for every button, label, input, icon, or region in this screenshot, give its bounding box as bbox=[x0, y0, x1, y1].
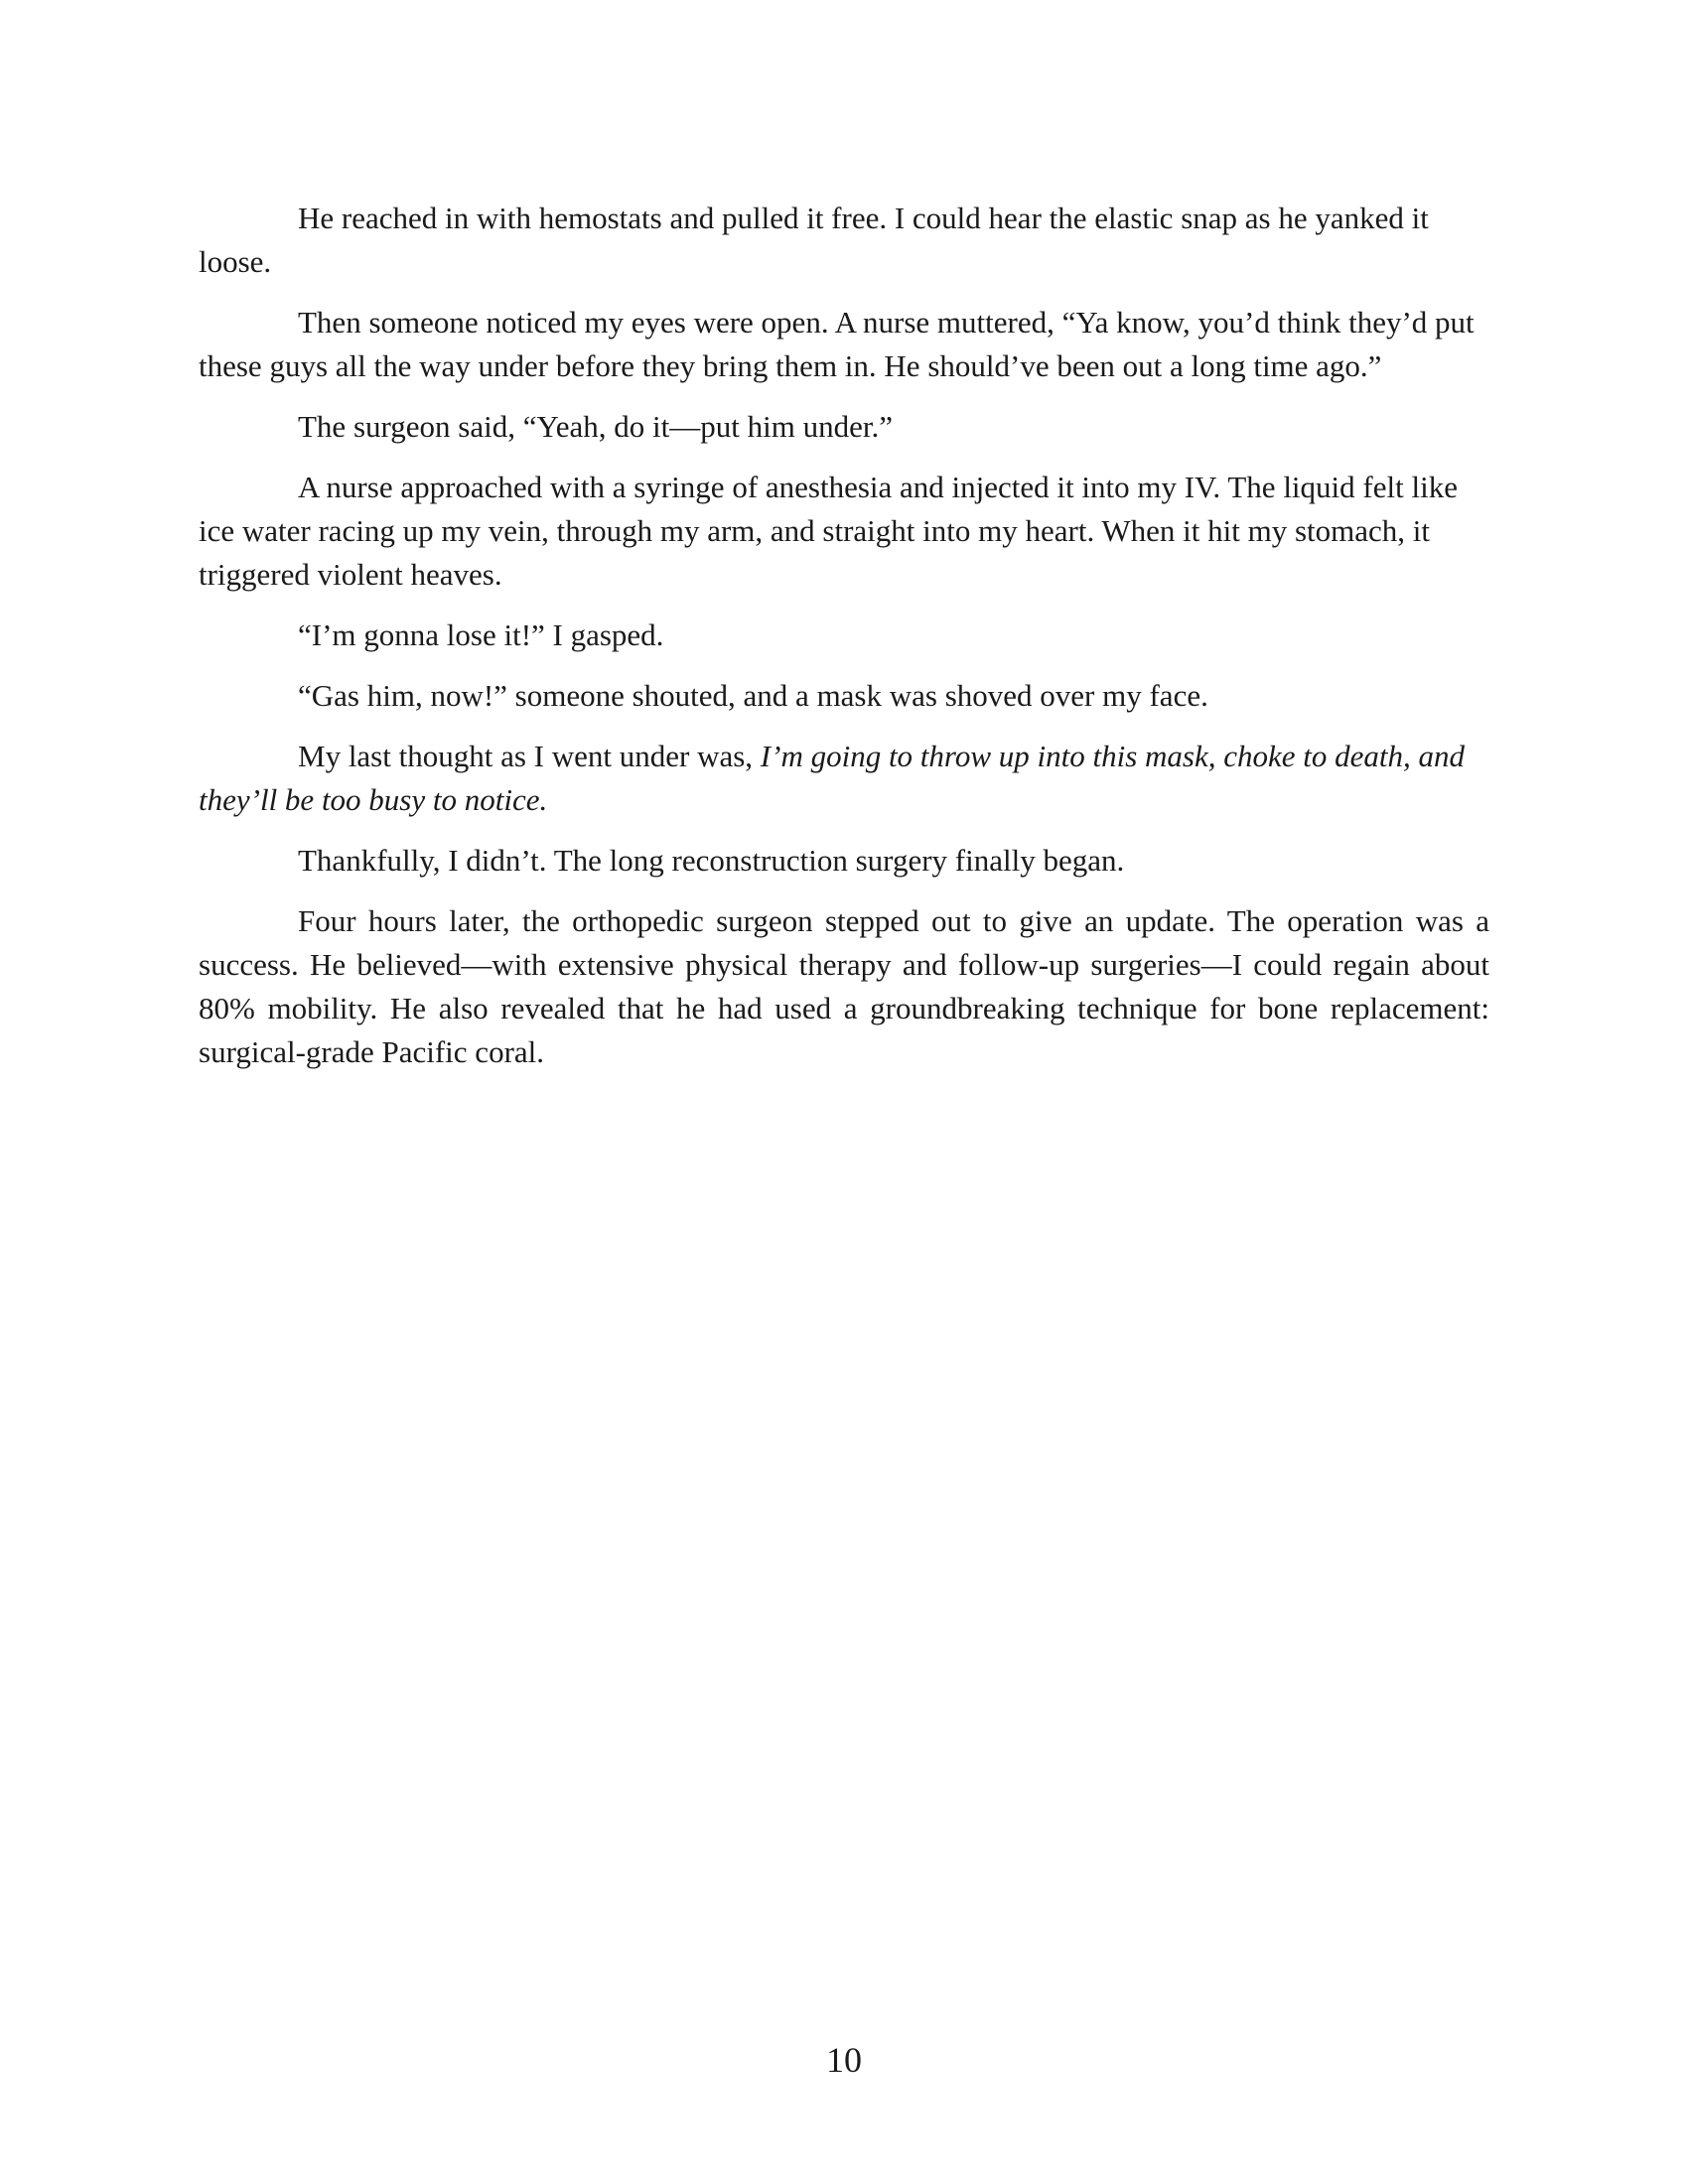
paragraph-anesthesia: A nurse approached with a syringe of anesthesia and injected it into my IV. The liquid felt like ice water racing up my vein, through my arm, and straight into my heart. When it hit my stomach, it triggered violent heaves. bbox=[199, 470, 1458, 592]
paragraph-thankfully: Thankfully, I didn’t. The long reconstruction surgery finally began. bbox=[298, 843, 1125, 878]
paragraph-hemostats: He reached in with hemostats and pulled it free. I could hear the elastic snap as he yanked it loose. bbox=[199, 201, 1429, 279]
paragraph-four-hours-later: Four hours later, the orthopedic surgeon stepped out to give an update. The operation was a success. He believed—with extensive physical therapy and follow-up surgeries—I could regain about 80% mobility. He also revealed that he had used a groundbreaking technique for bone replacement: surgical-grade Pacific coral. bbox=[199, 903, 1489, 1069]
paragraph-last-thought bbox=[199, 735, 1489, 822]
paragraph-gonna-lose-it: “I’m gonna lose it!” I gasped. bbox=[298, 617, 664, 652]
paragraph-nurse-muttered: Then someone noticed my eyes were open. A nurse muttered, “Ya know, you’d think they’d put these guys all the way under before they bring them in. He should’ve been out a long time ago.” bbox=[199, 305, 1475, 383]
page-number: 10 bbox=[826, 2040, 862, 2080]
page-body bbox=[199, 197, 1489, 1091]
last-thought-italic: I’m going to throw up into this mask, choke to death, and they’ll be too busy to notice. bbox=[199, 739, 1465, 817]
paragraph-gas-him: “Gas him, now!” someone shouted, and a mask was shoved over my face. bbox=[298, 678, 1208, 713]
paragraph-surgeon-said: The surgeon said, “Yeah, do it—put him under.” bbox=[298, 409, 893, 444]
last-thought-lead: My last thought as I went under was, bbox=[298, 739, 761, 773]
